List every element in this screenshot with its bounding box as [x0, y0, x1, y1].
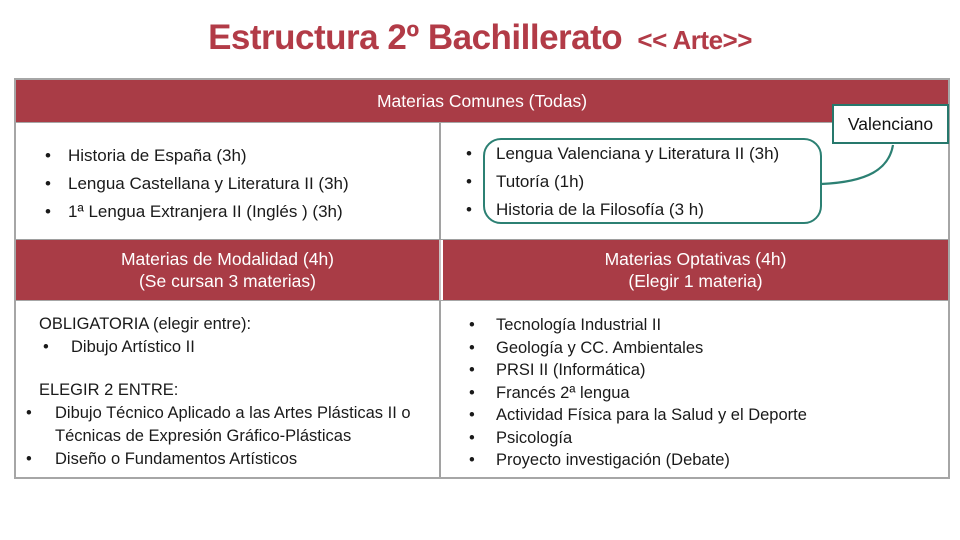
list-item: • Actividad Física para la Salud y el Deporte	[469, 404, 807, 427]
list-item: • Historia de España (3h)	[45, 142, 349, 170]
header-modalidad-line1: Materias de Modalidad (4h)	[120, 249, 335, 269]
comunes-body-row	[16, 123, 948, 240]
header-optativas-line1: Materias Optativas (4h)	[604, 249, 787, 269]
comunes-left-list	[45, 142, 349, 226]
list-item: • Proyecto investigación (Debate)	[469, 449, 807, 472]
slide-title-main: Estructura 2º Bachillerato	[208, 18, 623, 57]
list-item: • Lengua Castellana y Literatura II (3h)	[45, 170, 349, 198]
header-row-modalidad-optativas	[16, 240, 948, 301]
modalidad-content	[16, 301, 441, 471]
optativas-cell	[443, 301, 948, 477]
bottom-body-row	[16, 301, 948, 477]
header-materias-comunes	[16, 80, 948, 123]
comunes-left-cell	[16, 123, 441, 239]
valenciano-callout	[832, 104, 949, 144]
list-item: • Diseño o Fundamentos Artísticos	[26, 448, 426, 471]
list-item: • Psicología	[469, 427, 807, 450]
list-item: • Dibujo Artístico II	[43, 336, 441, 359]
comunes-right-list	[466, 140, 779, 224]
modalidad-cell	[16, 301, 441, 477]
list-item: • Tecnología Industrial II	[469, 314, 807, 337]
slide-title-suffix: << Arte>>	[637, 25, 752, 55]
obligatoria-list	[43, 336, 441, 359]
valenciano-callout-label: Valenciano	[847, 113, 934, 134]
slide-title	[0, 18, 960, 58]
list-item: • Historia de la Filosofía (3 h)	[466, 196, 779, 224]
header-materias-comunes-label: Materias Comunes (Todas)	[376, 90, 588, 111]
header-modalidad	[16, 240, 441, 300]
elegir-label: ELEGIR 2 ENTRE:	[39, 381, 179, 399]
header-optativas	[443, 240, 948, 300]
list-item: • Lengua Valenciana y Literatura II (3h)	[466, 140, 779, 168]
header-modalidad-line2: (Se cursan 3 materias)	[138, 271, 316, 291]
header-optativas-line2: (Elegir 1 materia)	[628, 271, 763, 291]
list-item: • PRSI II (Informática)	[469, 359, 807, 382]
list-item: • 1ª Lengua Extranjera II (Inglés ) (3h)	[45, 198, 349, 226]
optativas-list	[469, 314, 807, 472]
elegir-list	[26, 402, 441, 471]
list-item: • Dibujo Técnico Aplicado a las Artes Plásticas II o Técnicas de Expresión Gráfico-Plásticas	[26, 402, 424, 448]
subjects-table	[14, 78, 950, 479]
list-item: • Tutoría (1h)	[466, 168, 779, 196]
list-item: • Geología y CC. Ambientales	[469, 337, 807, 360]
obligatoria-label: OBLIGATORIA (elegir entre):	[39, 315, 252, 333]
list-item: • Francés 2ª lengua	[469, 382, 807, 405]
